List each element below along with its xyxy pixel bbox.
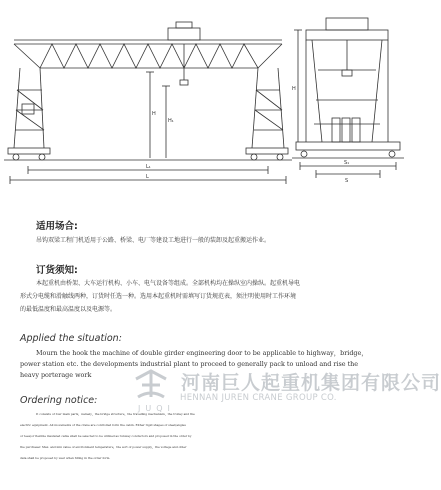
crane-drawing — [0, 0, 406, 200]
application-line: 吊钩双梁工程门机适用于公路、桥梁、电厂等建设工地进行一般的装卸及起重搬运作业。 — [36, 237, 271, 244]
ordering-en-line: It consists of four main parts，namely，the bridge structure，the travelling mechanism，the trolley and the — [36, 412, 195, 416]
ordering-en-line: or tees)or flexible insulated cable shall be selected to be utilized as runway conductors and proposed in the order by — [20, 434, 192, 438]
dim-label-l1: L₁ — [146, 164, 151, 170]
ordering-cn-line: 的最低温度和最高温度以及电源等。 — [20, 306, 117, 313]
ordering-cn-line: 本起重机由桥架、大车运行机构、小车、电气设备等组成。全部机构均在操纵室内操纵。起重机导电 — [36, 280, 301, 287]
dim-label-h: H — [152, 111, 156, 117]
ordering-text-en — [20, 409, 406, 464]
company-logo-watermark — [128, 367, 174, 407]
dim-label-end-h: H — [292, 86, 296, 92]
ordering-en-line: the purchaser. Max. and min value of environment temperature，the sort of power supply，the voltage and other — [20, 445, 187, 449]
ordering-heading-cn: 订货须知: — [36, 265, 78, 276]
dim-label-h1: H₁ — [168, 118, 174, 124]
application-text-cn — [36, 234, 270, 247]
ordering-heading-en: Ordering notice: — [20, 395, 98, 406]
applied-heading-en: Applied the situation: — [20, 333, 122, 344]
application-heading-cn: 适用场合: — [36, 221, 78, 232]
watermark-company-en: HENNAN JUREN CRANE GROUP CO. — [180, 393, 337, 403]
dim-label-l: L — [146, 174, 149, 180]
applied-en-line: power station etc. the developments industrial plant to proceed to generally pack to unload and rise the — [20, 360, 359, 368]
ordering-en-line: electric equipment. All movements of the crane are controlled form the cabin. Either rigid shapes of steel(angles — [20, 423, 186, 427]
ordering-text-cn — [20, 277, 301, 316]
ordering-cn-line: 形式分电缆和滑触线两种，订货时任选一种。选用本起重机时需填写订货规范表，须注明使用时工作环境 — [20, 293, 297, 300]
dim-label-s: S — [345, 178, 349, 184]
crane-diagram-svg — [0, 0, 406, 200]
applied-en-line: Mourn the hook the machine of double girder engineering door to be applicable to highway，bridge， — [36, 349, 368, 357]
ordering-en-line: data shall be proposed by user when filling in the order form. — [20, 456, 111, 460]
watermark-brand: JUQI — [138, 404, 175, 413]
dim-label-s1: S₁ — [344, 160, 350, 166]
watermark-company-cn: 河南巨人起重机集团有限公司 — [181, 372, 441, 394]
applied-en-line: heavy porterage work — [20, 371, 92, 379]
